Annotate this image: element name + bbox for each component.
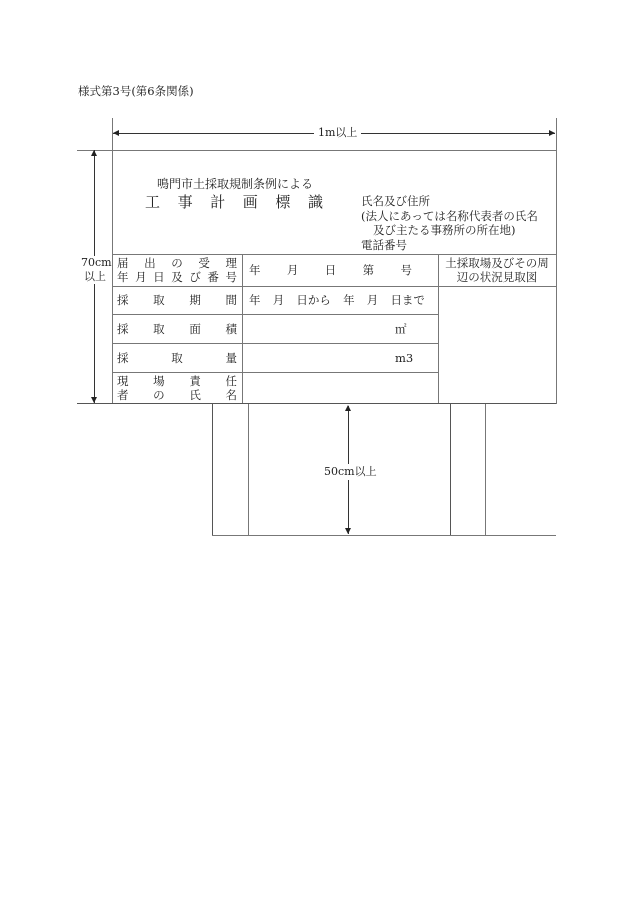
value-part: 号 bbox=[400, 263, 412, 277]
area-value[interactable] bbox=[243, 315, 437, 343]
label-char: 年 bbox=[117, 270, 129, 284]
height-label-line1: 70cm bbox=[81, 256, 112, 269]
label-char: 量 bbox=[225, 351, 237, 365]
label-char: び bbox=[189, 270, 201, 284]
notification-value[interactable] bbox=[249, 263, 412, 277]
label-char: 号 bbox=[225, 270, 237, 284]
value-part: 月 bbox=[272, 293, 285, 307]
label-char: 期 bbox=[189, 293, 201, 307]
arrow-right-icon bbox=[549, 130, 555, 136]
volume-unit: m3 bbox=[395, 351, 414, 365]
label-char: 採 bbox=[117, 351, 129, 365]
title-char: 標 bbox=[275, 193, 291, 211]
row-label-volume bbox=[117, 351, 237, 365]
label-char: 任 bbox=[225, 374, 237, 388]
arrow-down-icon bbox=[345, 528, 351, 534]
post-height-label: 50cm以上 bbox=[324, 465, 377, 478]
manager-value[interactable] bbox=[243, 373, 437, 403]
table-top-line bbox=[112, 254, 556, 255]
label-char: の bbox=[153, 388, 165, 402]
value-part: 年 bbox=[343, 293, 355, 307]
left-frame-line bbox=[112, 118, 113, 404]
applicant-line: 氏名及び住所 bbox=[361, 194, 430, 208]
label-char: 名 bbox=[225, 388, 237, 402]
label-char: 取 bbox=[153, 293, 165, 307]
row-label-manager bbox=[117, 374, 237, 402]
label-char: 現 bbox=[117, 374, 129, 388]
label-char: 月 bbox=[135, 270, 147, 284]
row-label-area bbox=[117, 322, 237, 336]
arrow-up-icon bbox=[345, 405, 351, 411]
applicant-line: 電話番号 bbox=[361, 237, 407, 252]
label-char: 受 bbox=[198, 256, 210, 270]
label-char: 番 bbox=[207, 270, 219, 284]
value-part: 年 bbox=[249, 263, 261, 277]
arrow-up-icon bbox=[91, 150, 97, 156]
label-char: 責 bbox=[189, 374, 201, 388]
height-label bbox=[80, 256, 110, 284]
label-char: 取 bbox=[171, 351, 183, 365]
label-char: の bbox=[171, 256, 183, 270]
label-char: 届 bbox=[117, 256, 129, 270]
ground-line bbox=[212, 535, 556, 536]
label-char: 採 bbox=[117, 322, 129, 336]
volume-value[interactable] bbox=[243, 344, 437, 372]
label-char: 氏 bbox=[189, 388, 201, 402]
form-heading: 様式第3号(第6条関係) bbox=[78, 84, 194, 98]
sign-title bbox=[145, 193, 323, 211]
label-char: 間 bbox=[225, 293, 237, 307]
post-line bbox=[212, 404, 213, 535]
post-line bbox=[450, 404, 451, 535]
period-value[interactable] bbox=[249, 293, 425, 307]
title-char: 計 bbox=[210, 193, 226, 211]
value-part: 日から bbox=[296, 293, 331, 307]
applicant-line: 及び主たる事務所の所在地) bbox=[373, 223, 516, 237]
map-header-line2: 辺の状況見取図 bbox=[456, 270, 538, 284]
label-char: 採 bbox=[117, 293, 129, 307]
label-char: 取 bbox=[153, 322, 165, 336]
map-header bbox=[438, 256, 556, 284]
label-char: 場 bbox=[153, 374, 165, 388]
value-part: 第 bbox=[362, 263, 375, 277]
row-label-notification bbox=[117, 256, 237, 284]
height-label-line2: 以上 bbox=[84, 270, 106, 283]
label-char: 理 bbox=[225, 256, 237, 270]
post-line bbox=[485, 404, 486, 535]
value-part: 日 bbox=[324, 263, 337, 277]
post-line bbox=[248, 404, 249, 535]
applicant-info bbox=[361, 194, 538, 252]
area-unit: ㎡ bbox=[395, 322, 407, 336]
label-char: 出 bbox=[144, 256, 156, 270]
label-char: 者 bbox=[117, 388, 129, 402]
right-frame-line bbox=[556, 118, 557, 404]
value-part: 年 bbox=[249, 293, 261, 307]
label-char: 及 bbox=[171, 270, 183, 284]
arrow-left-icon bbox=[113, 130, 119, 136]
title-char: 識 bbox=[307, 193, 323, 211]
row-label-period bbox=[117, 293, 237, 307]
label-char: 日 bbox=[153, 270, 165, 284]
width-label: 1m以上 bbox=[314, 126, 361, 140]
sign-subtitle: 鳴門市土採取規制条例による bbox=[157, 177, 314, 191]
sign-top-line bbox=[77, 150, 556, 151]
label-char: 積 bbox=[225, 322, 237, 336]
value-part: 日まで bbox=[390, 293, 425, 307]
title-char: 事 bbox=[177, 193, 193, 211]
map-header-line1: 土採取場及びその周 bbox=[445, 256, 549, 270]
applicant-line: (法人にあっては名称代表者の氏名 bbox=[361, 208, 538, 223]
label-char: 面 bbox=[189, 322, 201, 336]
value-part: 月 bbox=[366, 293, 379, 307]
title-char: 画 bbox=[242, 193, 258, 211]
value-part: 月 bbox=[286, 263, 299, 277]
site-map-area[interactable] bbox=[439, 287, 555, 403]
title-char: 工 bbox=[145, 193, 161, 211]
